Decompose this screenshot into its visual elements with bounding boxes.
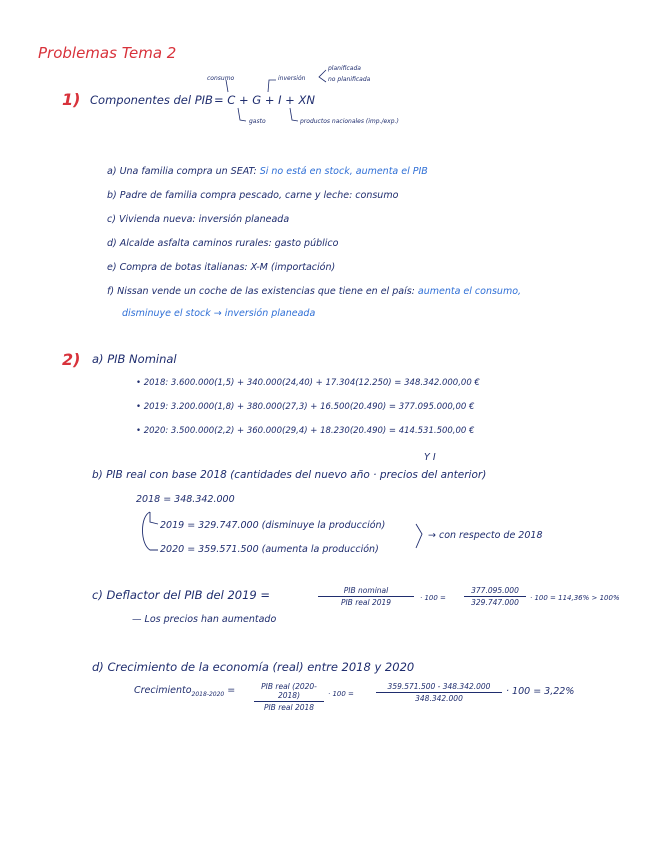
pib-formula: = C + G + I + XN: [214, 93, 315, 107]
item-f-note: aumenta el consumo,: [417, 286, 522, 297]
problem-2-number: 2): [62, 350, 81, 369]
item-b-letter: b): [107, 190, 117, 201]
deflactor-values-denominator: 329.747.000: [471, 598, 519, 607]
real-2020: 2020 = 359.571.500 (aumenta la producción): [160, 544, 379, 555]
nominal-2020: • 2020: 3.500.000(2,2) + 360.000(29,4) + 18.230(20.490) = 414.531.500,00 €: [136, 426, 475, 436]
item-b: [107, 190, 398, 201]
deflactor-note: — Los precios han aumentado: [132, 614, 277, 625]
item-e: [107, 262, 335, 273]
item-a-letter: a): [107, 166, 117, 177]
deflactor-denominator: PIB real 2019: [340, 598, 392, 607]
item-f: [107, 286, 521, 297]
growth-word-text: Crecimiento: [134, 685, 192, 696]
part-c-label: c) Deflactor del PIB del 2019 =: [92, 588, 271, 602]
deflactor-fraction: [318, 586, 414, 607]
problem-1-number: 1): [62, 90, 81, 109]
problem-1-label: Componentes del PIB: [90, 93, 213, 107]
real-note: → con respecto de 2018: [428, 530, 543, 541]
item-d-letter: d): [107, 238, 117, 249]
annotation-inversion: inversión: [278, 75, 306, 82]
item-d: [107, 238, 338, 249]
item-b-text: Padre de familia compra pescado, carne y leche: consumo: [119, 190, 399, 201]
deflactor-bar: [318, 596, 414, 597]
growth-bar: [254, 701, 324, 702]
item-c-text: Vivienda nueva: inversión planeada: [118, 214, 290, 225]
nominal-2019: • 2019: 3.200.000(1,8) + 380.000(27,3) + 16.500(20.490) = 377.095.000,00 €: [136, 402, 475, 412]
item-a-text: Una familia compra un SEAT:: [119, 166, 257, 177]
growth-denominator: PIB real 2018: [263, 703, 315, 712]
deflactor-values-fraction: [464, 586, 526, 607]
item-c: [107, 214, 289, 225]
item-e-text: Compra de botas italianas: X-M (importación): [119, 262, 336, 273]
item-f-letter: f): [107, 286, 115, 297]
growth-values-fraction: [376, 682, 502, 703]
y-mark: Y I: [424, 452, 436, 463]
deflactor-times-100: · 100 =: [420, 594, 446, 602]
growth-values-denominator: 348.342.000: [415, 694, 463, 703]
item-f-text: Nissan vende un coche de las existencias que tiene en el país:: [117, 286, 415, 297]
annotation-planificada: planificada: [328, 65, 361, 72]
annotation-gasto: gasto: [249, 118, 266, 125]
growth-fraction: [254, 682, 324, 712]
growth-times-100: · 100 =: [328, 690, 354, 698]
deflactor-numerator: PIB nominal: [343, 586, 389, 595]
deflactor-values-numerator: 377.095.000: [471, 586, 519, 595]
growth-subscript: 2018-2020: [191, 690, 225, 698]
growth-word: [134, 685, 235, 698]
deflactor-result: · 100 = 114,36% > 100%: [530, 594, 620, 602]
part-a-label: a) PIB Nominal: [92, 352, 177, 366]
real-2018: 2018 = 348.342.000: [136, 494, 235, 505]
growth-equals: =: [227, 685, 236, 696]
growth-result: · 100 = 3,22%: [506, 686, 575, 697]
item-a-note: Si no está en stock, aumenta el PIB: [259, 166, 428, 177]
annotation-no-planificada: no planificada: [328, 76, 371, 83]
part-d-label: d) Crecimiento de la economía (real) entre 2018 y 2020: [92, 660, 415, 674]
item-a: [107, 166, 428, 177]
part-b-label: b) PIB real con base 2018 (cantidades del nuevo año · precios del anterior): [92, 469, 487, 481]
item-f-note-2: disminuye el stock → inversión planeada: [122, 308, 316, 319]
deflactor-values-bar: [464, 596, 526, 597]
item-d-text: Alcalde asfalta caminos rurales: gasto público: [119, 238, 339, 249]
annotation-productos: productos nacionales (imp./exp.): [300, 118, 399, 125]
nominal-2018: • 2018: 3.600.000(1,5) + 340.000(24,40) + 17.304(12.250) = 348.342.000,00 €: [136, 378, 480, 388]
growth-values-bar: [376, 692, 502, 693]
real-2019: 2019 = 329.747.000 (disminuye la producción): [160, 520, 386, 531]
page-title: Problemas Tema 2: [38, 44, 177, 62]
item-c-letter: c): [107, 214, 116, 225]
annotation-consumo: consumo: [207, 75, 235, 82]
item-e-letter: e): [107, 262, 117, 273]
growth-values-numerator: 359.571.500 - 348.342.000: [387, 682, 491, 691]
growth-numerator: PIB real (2020-2018): [261, 682, 317, 700]
